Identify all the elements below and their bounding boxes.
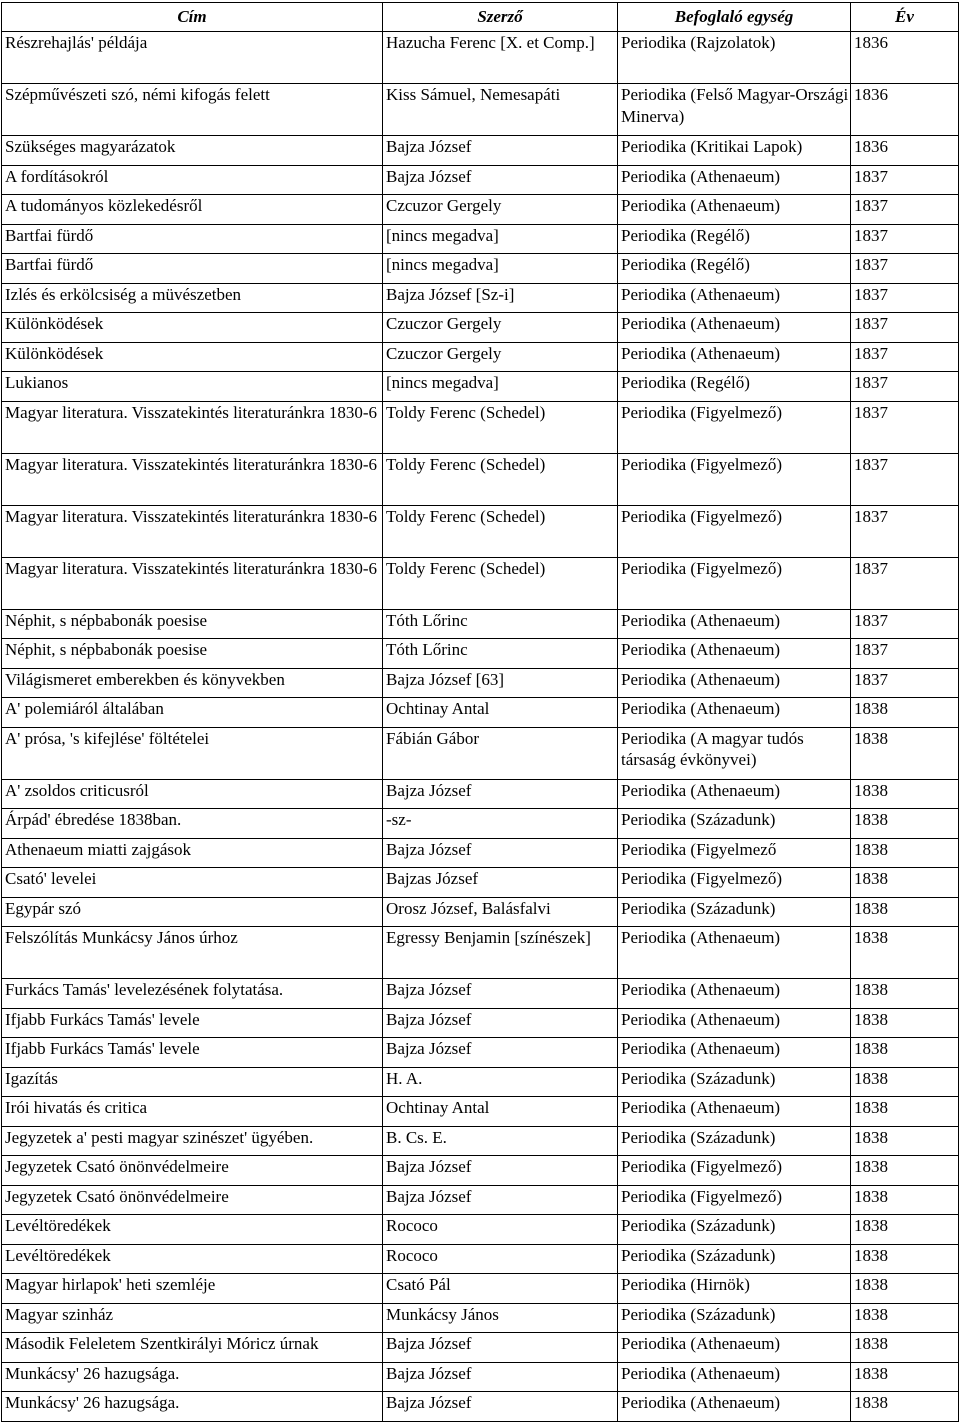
table-row bbox=[2, 1333, 959, 1363]
table-row bbox=[2, 609, 959, 639]
cell-year: 1837 bbox=[851, 453, 959, 505]
table-row bbox=[2, 1244, 959, 1274]
cell-author: Hazucha Ferenc [X. et Comp.] bbox=[383, 32, 618, 84]
cell-title: Lukianos bbox=[2, 372, 383, 402]
cell-title: Ifjabb Furkács Tamás' levele bbox=[2, 1008, 383, 1038]
cell-year: 1838 bbox=[851, 1038, 959, 1068]
cell-title: Bartfai fürdő bbox=[2, 254, 383, 284]
cell-year: 1838 bbox=[851, 838, 959, 868]
cell-year: 1837 bbox=[851, 195, 959, 225]
cell-title: Néphit, s népbabonák poesise bbox=[2, 609, 383, 639]
cell-year: 1837 bbox=[851, 668, 959, 698]
cell-container: Periodika (Athenaeum) bbox=[618, 927, 851, 979]
cell-year: 1837 bbox=[851, 609, 959, 639]
cell-title: Jegyzetek a' pesti magyar szinészet' ügyében. bbox=[2, 1126, 383, 1156]
cell-container: Periodika (Felső Magyar-Országi Minerva) bbox=[618, 84, 851, 136]
cell-title: Athenaeum miatti zajgások bbox=[2, 838, 383, 868]
cell-author: Bajza József bbox=[383, 1185, 618, 1215]
table-row bbox=[2, 1392, 959, 1422]
cell-title: Különködések bbox=[2, 313, 383, 343]
cell-container: Periodika (Századunk) bbox=[618, 897, 851, 927]
cell-author: Bajza József bbox=[383, 1333, 618, 1363]
cell-year: 1838 bbox=[851, 1392, 959, 1422]
cell-year: 1838 bbox=[851, 1008, 959, 1038]
cell-author: Bajza József bbox=[383, 1008, 618, 1038]
cell-title: Magyar szinház bbox=[2, 1303, 383, 1333]
cell-container: Periodika (Athenaeum) bbox=[618, 1008, 851, 1038]
cell-title: Világismeret emberekben és könyvekben bbox=[2, 668, 383, 698]
cell-title: Irói hivatás és critica bbox=[2, 1097, 383, 1127]
cell-author: Toldy Ferenc (Schedel) bbox=[383, 453, 618, 505]
cell-author: Kiss Sámuel, Nemesapáti bbox=[383, 84, 618, 136]
cell-author: Egressy Benjamin [színészek] bbox=[383, 927, 618, 979]
table-row bbox=[2, 1097, 959, 1127]
header-author: Szerző bbox=[383, 3, 618, 32]
cell-title: Igazítás bbox=[2, 1067, 383, 1097]
cell-container: Periodika (A magyar tudós társaság évkönyvei) bbox=[618, 727, 851, 779]
table-row bbox=[2, 505, 959, 557]
cell-author: [nincs megadva] bbox=[383, 224, 618, 254]
cell-container: Periodika (Kritikai Lapok) bbox=[618, 136, 851, 166]
table-row bbox=[2, 372, 959, 402]
header-row bbox=[2, 3, 959, 32]
cell-title: Felszólítás Munkácsy János úrhoz bbox=[2, 927, 383, 979]
cell-author: Czuczor Gergely bbox=[383, 342, 618, 372]
table-row bbox=[2, 283, 959, 313]
table-body bbox=[2, 32, 959, 1422]
cell-container: Periodika (Figyelmező) bbox=[618, 1185, 851, 1215]
cell-author: Bajzas József bbox=[383, 868, 618, 898]
cell-author: Czuczor Gergely bbox=[383, 313, 618, 343]
cell-year: 1838 bbox=[851, 779, 959, 809]
cell-year: 1838 bbox=[851, 1156, 959, 1186]
cell-title: Magyar literatura. Visszatekintés literaturánkra 1830-6 bbox=[2, 505, 383, 557]
table-row bbox=[2, 1067, 959, 1097]
cell-container: Periodika (Századunk) bbox=[618, 1244, 851, 1274]
cell-title: Néphit, s népbabonák poesise bbox=[2, 639, 383, 669]
cell-container: Periodika (Századunk) bbox=[618, 1067, 851, 1097]
table-row bbox=[2, 195, 959, 225]
cell-year: 1838 bbox=[851, 1126, 959, 1156]
table-row bbox=[2, 342, 959, 372]
table-row bbox=[2, 224, 959, 254]
cell-container: Periodika (Regélő) bbox=[618, 224, 851, 254]
cell-author: Bajza József bbox=[383, 979, 618, 1009]
cell-year: 1838 bbox=[851, 1244, 959, 1274]
table-row bbox=[2, 1156, 959, 1186]
cell-container: Periodika (Athenaeum) bbox=[618, 698, 851, 728]
cell-author: Ochtinay Antal bbox=[383, 698, 618, 728]
header-year: Év bbox=[851, 3, 959, 32]
cell-container: Periodika (Századunk) bbox=[618, 1126, 851, 1156]
cell-author: Rococo bbox=[383, 1244, 618, 1274]
cell-year: 1837 bbox=[851, 342, 959, 372]
cell-title: Furkács Tamás' levelezésének folytatása. bbox=[2, 979, 383, 1009]
table-row bbox=[2, 838, 959, 868]
cell-year: 1838 bbox=[851, 927, 959, 979]
table-row bbox=[2, 1126, 959, 1156]
cell-container: Periodika (Athenaeum) bbox=[618, 668, 851, 698]
cell-year: 1837 bbox=[851, 313, 959, 343]
cell-year: 1838 bbox=[851, 1303, 959, 1333]
table-row bbox=[2, 557, 959, 609]
table-row bbox=[2, 668, 959, 698]
cell-year: 1837 bbox=[851, 372, 959, 402]
cell-container: Periodika (Athenaeum) bbox=[618, 1333, 851, 1363]
cell-title: A' zsoldos criticusról bbox=[2, 779, 383, 809]
cell-author: [nincs megadva] bbox=[383, 372, 618, 402]
cell-container: Periodika (Athenaeum) bbox=[618, 639, 851, 669]
cell-title: Részrehajlás' példája bbox=[2, 32, 383, 84]
cell-container: Periodika (Athenaeum) bbox=[618, 313, 851, 343]
cell-author: Bajza József bbox=[383, 1392, 618, 1422]
table-row bbox=[2, 727, 959, 779]
cell-year: 1836 bbox=[851, 136, 959, 166]
cell-title: Szépművészeti szó, némi kifogás felett bbox=[2, 84, 383, 136]
cell-container: Periodika (Athenaeum) bbox=[618, 342, 851, 372]
cell-author: Bajza József [Sz-i] bbox=[383, 283, 618, 313]
table-row bbox=[2, 84, 959, 136]
cell-title: A tudományos közlekedésről bbox=[2, 195, 383, 225]
cell-title: Ifjabb Furkács Tamás' levele bbox=[2, 1038, 383, 1068]
cell-year: 1837 bbox=[851, 557, 959, 609]
cell-container: Periodika (Figyelmező) bbox=[618, 505, 851, 557]
cell-title: A' prósa, 's kifejlése' föltételei bbox=[2, 727, 383, 779]
cell-year: 1838 bbox=[851, 1097, 959, 1127]
cell-title: Második Feleletem Szentkirályi Móricz úrnak bbox=[2, 1333, 383, 1363]
cell-author: Tóth Lőrinc bbox=[383, 609, 618, 639]
cell-title: Jegyzetek Csató önönvédelmeire bbox=[2, 1185, 383, 1215]
cell-year: 1837 bbox=[851, 401, 959, 453]
table-row bbox=[2, 254, 959, 284]
cell-container: Periodika (Athenaeum) bbox=[618, 195, 851, 225]
table-row bbox=[2, 1038, 959, 1068]
cell-year: 1836 bbox=[851, 32, 959, 84]
cell-year: 1837 bbox=[851, 639, 959, 669]
table-row bbox=[2, 1274, 959, 1304]
cell-title: Levéltöredékek bbox=[2, 1215, 383, 1245]
cell-year: 1838 bbox=[851, 1333, 959, 1363]
table-row bbox=[2, 809, 959, 839]
cell-year: 1838 bbox=[851, 809, 959, 839]
cell-author: -sz- bbox=[383, 809, 618, 839]
cell-title: Magyar literatura. Visszatekintés literaturánkra 1830-6 bbox=[2, 401, 383, 453]
cell-author: Bajza József [63] bbox=[383, 668, 618, 698]
table-row bbox=[2, 1215, 959, 1245]
cell-year: 1838 bbox=[851, 1362, 959, 1392]
table-row bbox=[2, 1362, 959, 1392]
cell-container: Periodika (Figyelmező bbox=[618, 838, 851, 868]
cell-title: Izlés és erkölcsiség a müvészetben bbox=[2, 283, 383, 313]
table-row bbox=[2, 779, 959, 809]
cell-author: Munkácsy János bbox=[383, 1303, 618, 1333]
cell-title: Különködések bbox=[2, 342, 383, 372]
cell-author: Orosz József, Balásfalvi bbox=[383, 897, 618, 927]
cell-author: Bajza József bbox=[383, 838, 618, 868]
table-row bbox=[2, 401, 959, 453]
cell-title: Magyar hirlapok' heti szemléje bbox=[2, 1274, 383, 1304]
header-title: Cím bbox=[2, 3, 383, 32]
cell-year: 1836 bbox=[851, 84, 959, 136]
cell-author: Toldy Ferenc (Schedel) bbox=[383, 557, 618, 609]
cell-year: 1838 bbox=[851, 698, 959, 728]
cell-title: Csató' levelei bbox=[2, 868, 383, 898]
cell-title: Szükséges magyarázatok bbox=[2, 136, 383, 166]
cell-title: Levéltöredékek bbox=[2, 1244, 383, 1274]
cell-author: Ochtinay Antal bbox=[383, 1097, 618, 1127]
table-row bbox=[2, 698, 959, 728]
cell-author: H. A. bbox=[383, 1067, 618, 1097]
cell-title: Egypár szó bbox=[2, 897, 383, 927]
cell-author: Bajza József bbox=[383, 165, 618, 195]
cell-author: B. Cs. E. bbox=[383, 1126, 618, 1156]
cell-container: Periodika (Athenaeum) bbox=[618, 1038, 851, 1068]
cell-author: Toldy Ferenc (Schedel) bbox=[383, 505, 618, 557]
cell-author: Bajza József bbox=[383, 779, 618, 809]
cell-container: Periodika (Figyelmező) bbox=[618, 1156, 851, 1186]
cell-container: Periodika (Rajzolatok) bbox=[618, 32, 851, 84]
table-row bbox=[2, 1303, 959, 1333]
cell-year: 1838 bbox=[851, 979, 959, 1009]
cell-container: Periodika (Regélő) bbox=[618, 372, 851, 402]
cell-author: Bajza József bbox=[383, 1362, 618, 1392]
cell-container: Periodika (Figyelmező) bbox=[618, 453, 851, 505]
table-row bbox=[2, 136, 959, 166]
table-row bbox=[2, 32, 959, 84]
cell-title: A' polemiáról általában bbox=[2, 698, 383, 728]
cell-author: Czcuzor Gergely bbox=[383, 195, 618, 225]
cell-author: Fábián Gábor bbox=[383, 727, 618, 779]
table-row bbox=[2, 927, 959, 979]
table-row bbox=[2, 165, 959, 195]
cell-title: Munkácsy' 26 hazugsága. bbox=[2, 1362, 383, 1392]
cell-year: 1838 bbox=[851, 1185, 959, 1215]
cell-title: Magyar literatura. Visszatekintés literaturánkra 1830-6 bbox=[2, 453, 383, 505]
cell-container: Periodika (Athenaeum) bbox=[618, 165, 851, 195]
cell-title: A fordításokról bbox=[2, 165, 383, 195]
cell-author: Rococo bbox=[383, 1215, 618, 1245]
bibliography-table bbox=[1, 2, 959, 1422]
cell-container: Periodika (Athenaeum) bbox=[618, 609, 851, 639]
cell-container: Periodika (Századunk) bbox=[618, 809, 851, 839]
cell-year: 1837 bbox=[851, 224, 959, 254]
cell-container: Periodika (Századunk) bbox=[618, 1303, 851, 1333]
cell-container: Periodika (Figyelmező) bbox=[618, 557, 851, 609]
cell-author: Bajza József bbox=[383, 1038, 618, 1068]
cell-container: Periodika (Regélő) bbox=[618, 254, 851, 284]
cell-year: 1837 bbox=[851, 283, 959, 313]
cell-author: [nincs megadva] bbox=[383, 254, 618, 284]
cell-container: Periodika (Figyelmező) bbox=[618, 401, 851, 453]
cell-author: Tóth Lőrinc bbox=[383, 639, 618, 669]
cell-title: Munkácsy' 26 hazugsága. bbox=[2, 1392, 383, 1422]
table-row bbox=[2, 868, 959, 898]
cell-year: 1838 bbox=[851, 1067, 959, 1097]
table-row bbox=[2, 979, 959, 1009]
cell-title: Jegyzetek Csató önönvédelmeire bbox=[2, 1156, 383, 1186]
cell-container: Periodika (Athenaeum) bbox=[618, 283, 851, 313]
cell-author: Bajza József bbox=[383, 1156, 618, 1186]
table-row bbox=[2, 1008, 959, 1038]
cell-year: 1838 bbox=[851, 1274, 959, 1304]
cell-container: Periodika (Athenaeum) bbox=[618, 979, 851, 1009]
cell-author: Csató Pál bbox=[383, 1274, 618, 1304]
cell-year: 1838 bbox=[851, 897, 959, 927]
cell-container: Periodika (Athenaeum) bbox=[618, 779, 851, 809]
cell-title: Árpád' ébredése 1838ban. bbox=[2, 809, 383, 839]
cell-container: Periodika (Athenaeum) bbox=[618, 1097, 851, 1127]
table-row bbox=[2, 897, 959, 927]
header-container: Befoglaló egység bbox=[618, 3, 851, 32]
cell-year: 1838 bbox=[851, 1215, 959, 1245]
cell-year: 1838 bbox=[851, 868, 959, 898]
cell-container: Periodika (Hirnök) bbox=[618, 1274, 851, 1304]
cell-author: Toldy Ferenc (Schedel) bbox=[383, 401, 618, 453]
cell-year: 1837 bbox=[851, 254, 959, 284]
cell-container: Periodika (Figyelmező) bbox=[618, 868, 851, 898]
cell-year: 1837 bbox=[851, 505, 959, 557]
cell-year: 1837 bbox=[851, 165, 959, 195]
cell-title: Magyar literatura. Visszatekintés literaturánkra 1830-6 bbox=[2, 557, 383, 609]
cell-title: Bartfai fürdő bbox=[2, 224, 383, 254]
cell-author: Bajza József bbox=[383, 136, 618, 166]
table-row bbox=[2, 453, 959, 505]
cell-container: Periodika (Athenaeum) bbox=[618, 1392, 851, 1422]
table-row bbox=[2, 1185, 959, 1215]
table-row bbox=[2, 313, 959, 343]
cell-container: Periodika (Athenaeum) bbox=[618, 1362, 851, 1392]
cell-container: Periodika (Századunk) bbox=[618, 1215, 851, 1245]
cell-year: 1838 bbox=[851, 727, 959, 779]
table-row bbox=[2, 639, 959, 669]
